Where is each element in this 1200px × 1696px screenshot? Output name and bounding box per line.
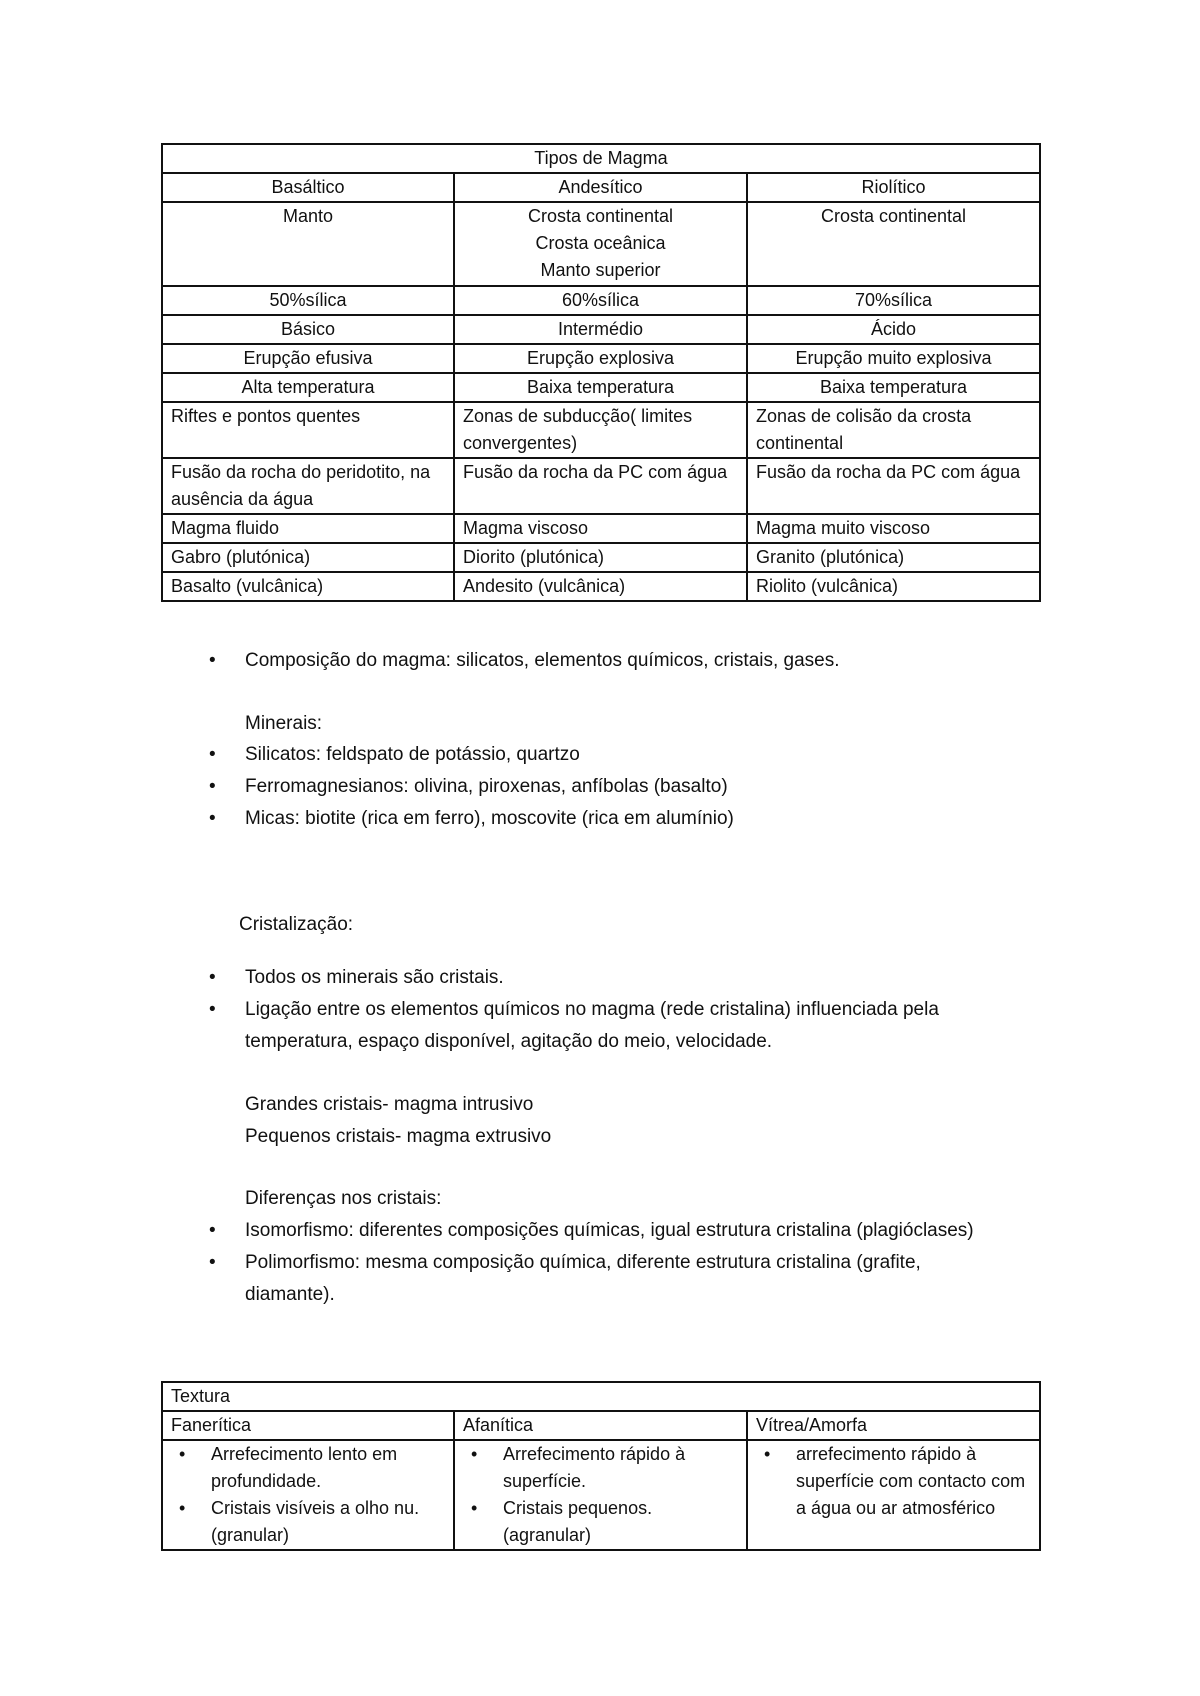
list-item: • Cristais visíveis a olho nu. (granular) [211,1495,445,1549]
table-cell: Zonas de colisão da crosta continental [747,402,1040,458]
table-cell: Ácido [747,315,1040,344]
note-text: Pequenos cristais- magma extrusivo [245,1126,552,1147]
table-cell: Granito (plutónica) [747,543,1040,572]
table-row [162,202,1040,286]
bullet-text: Ligação entre os elementos químicos no magma (rede cristalina) influenciada pela [245,999,939,1020]
bullet-text: Isomorfismo: diferentes composições químicas, igual estrutura cristalina (plagióclases) [245,1220,974,1241]
bullet-icon: • [209,808,216,829]
magma-types-table [161,143,1041,602]
texture-table [161,1381,1041,1551]
origin-basaltico: Manto [162,202,454,286]
table-cell: Riftes e pontos quentes [162,402,454,458]
table-cell: Intermédio [454,315,747,344]
bullet-text: Micas: biotite (rica em ferro), moscovite (rica em alumínio) [245,808,734,829]
header-afanitica: Afanítica [454,1411,747,1440]
header-basaltico: Basáltico [162,173,454,202]
magma-table-title: Tipos de Magma [162,144,1040,173]
table-cell: Basalto (vulcânica) [162,572,454,601]
list-item: • arrefecimento rápido à superfície com contacto com a água ou ar atmosférico [796,1441,1031,1522]
origin-riolitico: Crosta continental [747,202,1040,286]
table-cell: Fusão da rocha da PC com água [454,458,747,514]
table-cell: 50%sílica [162,286,454,315]
bullet-text: diamante). [245,1284,335,1305]
table-row [162,543,1040,572]
bullet-text: Composição do magma: silicatos, elementos químicos, cristais, gases. [245,650,840,671]
afanitica-cell [454,1440,747,1550]
header-andesitico: Andesítico [454,173,747,202]
table-row [162,402,1040,458]
origin-andesitico: Crosta continental Crosta oceânica Manto superior [454,202,747,286]
section-label: Minerais: [245,713,323,734]
header-faneritica: Fanerítica [162,1411,454,1440]
note-text: Grandes cristais- magma intrusivo [245,1094,534,1115]
bullet-icon: • [209,967,216,988]
table-cell: Magma muito viscoso [747,514,1040,543]
table-cell: 70%sílica [747,286,1040,315]
table-cell: Erupção explosiva [454,344,747,373]
list-item: • Cristais pequenos. (agranular) [503,1495,738,1549]
header-riolitico: Riolítico [747,173,1040,202]
faneritica-cell [162,1440,454,1550]
table-cell: Riolito (vulcânica) [747,572,1040,601]
table-row [162,572,1040,601]
table-cell: Gabro (plutónica) [162,543,454,572]
table-row [162,286,1040,315]
table-cell: Baixa temperatura [747,373,1040,402]
list-item: • Arrefecimento rápido à superfície. [503,1441,738,1495]
table-cell: Andesito (vulcânica) [454,572,747,601]
vitrea-cell [747,1440,1040,1550]
bullet-icon: • [209,650,216,671]
bullet-icon: • [209,999,216,1020]
table-row [162,458,1040,514]
header-vitrea: Vítrea/Amorfa [747,1411,1040,1440]
bullet-icon: • [209,744,216,765]
texture-table-title: Textura [162,1382,1040,1411]
bullet-icon: • [209,1252,216,1273]
table-cell: Alta temperatura [162,373,454,402]
table-row [162,315,1040,344]
bullet-text: temperatura, espaço disponível, agitação do meio, velocidade. [245,1031,773,1052]
table-cell: Fusão da rocha do peridotito, na ausência da água [162,458,454,514]
table-row [162,373,1040,402]
table-cell: Erupção muito explosiva [747,344,1040,373]
table-cell: 60%sílica [454,286,747,315]
table-cell: Magma viscoso [454,514,747,543]
section-label: Diferenças nos cristais: [245,1188,442,1209]
bullet-icon: • [209,1220,216,1241]
table-cell: Erupção efusiva [162,344,454,373]
bullet-text: Todos os minerais são cristais. [245,967,504,988]
bullet-text: Silicatos: feldspato de potássio, quartzo [245,744,580,765]
table-cell: Magma fluido [162,514,454,543]
table-cell: Baixa temperatura [454,373,747,402]
table-cell: Diorito (plutónica) [454,543,747,572]
table-cell: Fusão da rocha da PC com água [747,458,1040,514]
section-label: Cristalização: [239,914,354,935]
list-item: • Arrefecimento lento em profundidade. [211,1441,445,1495]
bullet-text: Polimorfismo: mesma composição química, diferente estrutura cristalina (grafite, [245,1252,921,1273]
table-cell: Básico [162,315,454,344]
table-row [162,514,1040,543]
bullet-icon: • [209,776,216,797]
table-row [162,344,1040,373]
table-cell: Zonas de subducção( limites convergentes) [454,402,747,458]
bullet-text: Ferromagnesianos: olivina, piroxenas, anfíbolas (basalto) [245,776,728,797]
table-row [162,1440,1040,1550]
